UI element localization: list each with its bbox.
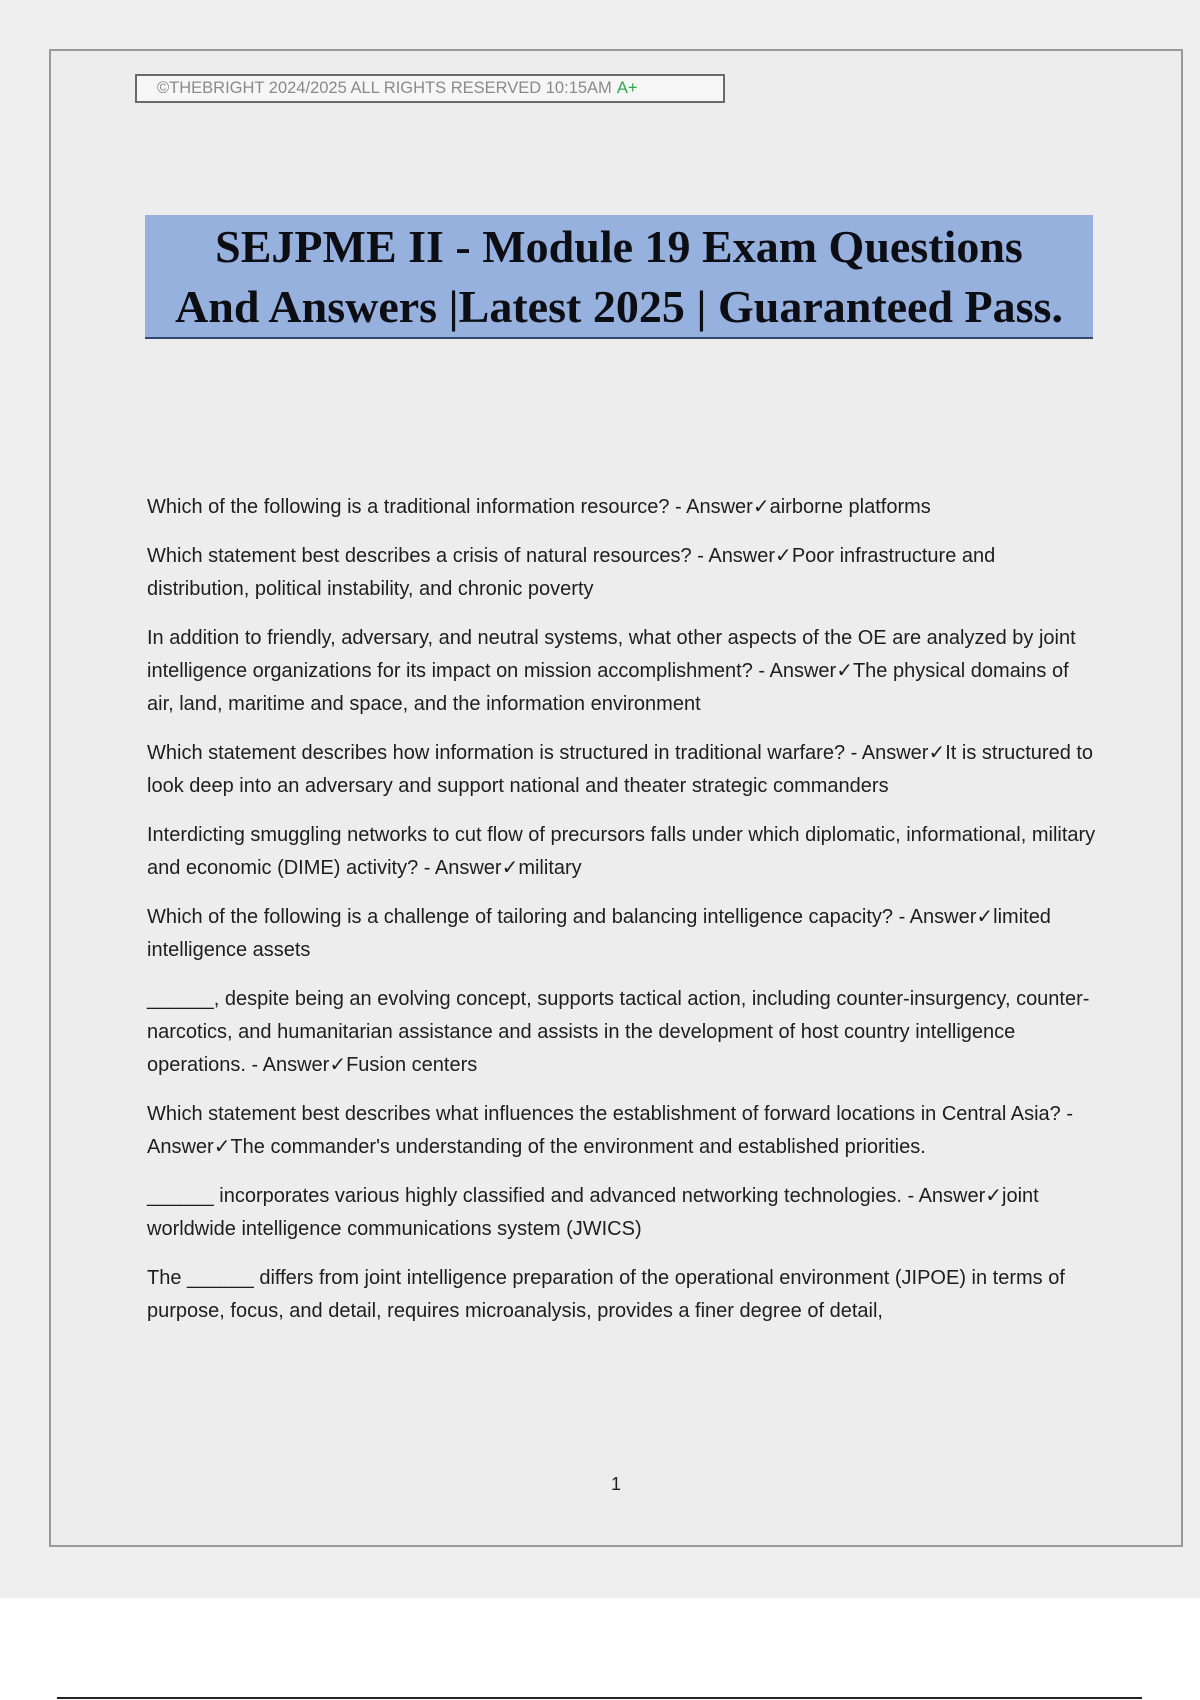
qa-item xyxy=(147,622,1097,721)
check-icon: ✓ xyxy=(976,906,994,928)
answer-text: limited intelligence assets xyxy=(147,906,1051,961)
title-line-1: SEJPME II - Module 19 Exam Questions xyxy=(215,221,1023,272)
question-text: The ______ differs from joint intelligence preparation of the operational environment (JIPOE) in terms of purpose, focus, and detail, requires microanalysis, provides a finer degree of detail, xyxy=(147,1267,1065,1322)
page-divider xyxy=(57,1697,1142,1699)
copyright-banner xyxy=(135,74,725,103)
answer-text: military xyxy=(518,857,582,879)
title-line-2: And Answers |Latest 2025 | Guaranteed Pass. xyxy=(175,281,1063,332)
question-text: Which of the following is a traditional information resource? - Answer xyxy=(147,496,753,518)
question-text: Which of the following is a challenge of tailoring and balancing intelligence capacity? - Answer xyxy=(147,906,977,928)
question-text: Which statement best describes what influences the establishment of forward locations in Central Asia? - Answer xyxy=(147,1103,1074,1158)
check-icon: ✓ xyxy=(213,1136,231,1158)
qa-item xyxy=(147,540,1097,606)
answer-text: airborne platforms xyxy=(769,496,931,518)
answer-text: joint worldwide intelligence communications system (JWICS) xyxy=(147,1185,1039,1240)
qa-item xyxy=(147,901,1097,967)
answer-text: It is structured to look deep into an adversary and support national and theater strategic commanders xyxy=(147,742,1094,797)
check-icon: ✓ xyxy=(752,496,770,518)
qa-item xyxy=(147,491,1097,524)
question-text: In addition to friendly, adversary, and neutral systems, what other aspects of the OE are analyzed by joint intelligence organizations for its impact on mission accomplishment? - Answer xyxy=(147,627,1076,682)
check-icon: ✓ xyxy=(985,1185,1003,1207)
answer-text: Poor infrastructure and distribution, political instability, and chronic poverty xyxy=(147,545,996,600)
check-icon: ✓ xyxy=(501,857,519,879)
check-icon: ✓ xyxy=(836,660,853,682)
answer-text: The physical domains of air, land, maritime and space, and the information environment xyxy=(147,660,1069,715)
answer-text: The commander's understanding of the environment and established priorities. xyxy=(230,1136,926,1158)
qa-item xyxy=(147,1180,1097,1246)
check-icon: ✓ xyxy=(928,742,946,764)
question-text: Which statement describes how information is structured in traditional warfare? - Answer xyxy=(147,742,929,764)
question-text: Interdicting smuggling networks to cut flow of precursors falls under which diplomatic, informational, military and economic (DIME) activity? - Answer xyxy=(147,824,1096,879)
question-text: Which statement best describes a crisis of natural resources? - Answer xyxy=(147,545,776,567)
grade-badge: A+ xyxy=(616,79,638,97)
qa-list xyxy=(147,491,1097,1344)
copyright-text: ©THEBRIGHT 2024/2025 ALL RIGHTS RESERVED 10:15AM xyxy=(157,79,612,97)
page-number: 1 xyxy=(610,1474,621,1494)
document-page xyxy=(49,49,1183,1547)
qa-item xyxy=(147,737,1097,803)
qa-item xyxy=(147,819,1097,885)
document-title xyxy=(145,215,1093,339)
answer-text: Fusion centers xyxy=(346,1054,478,1076)
check-icon: ✓ xyxy=(775,545,792,567)
question-text: ______ incorporates various highly classified and advanced networking technologies. - Answer xyxy=(147,1185,986,1207)
qa-item xyxy=(147,983,1097,1082)
qa-item xyxy=(147,1098,1097,1164)
question-text: ______, despite being an evolving concept, supports tactical action, including counter-insurgency, counter-narcotics, and humanitarian assistance and assists in the development of host country intelligence operations. - Answer xyxy=(147,988,1090,1076)
qa-item xyxy=(147,1262,1097,1328)
check-icon: ✓ xyxy=(329,1054,347,1076)
